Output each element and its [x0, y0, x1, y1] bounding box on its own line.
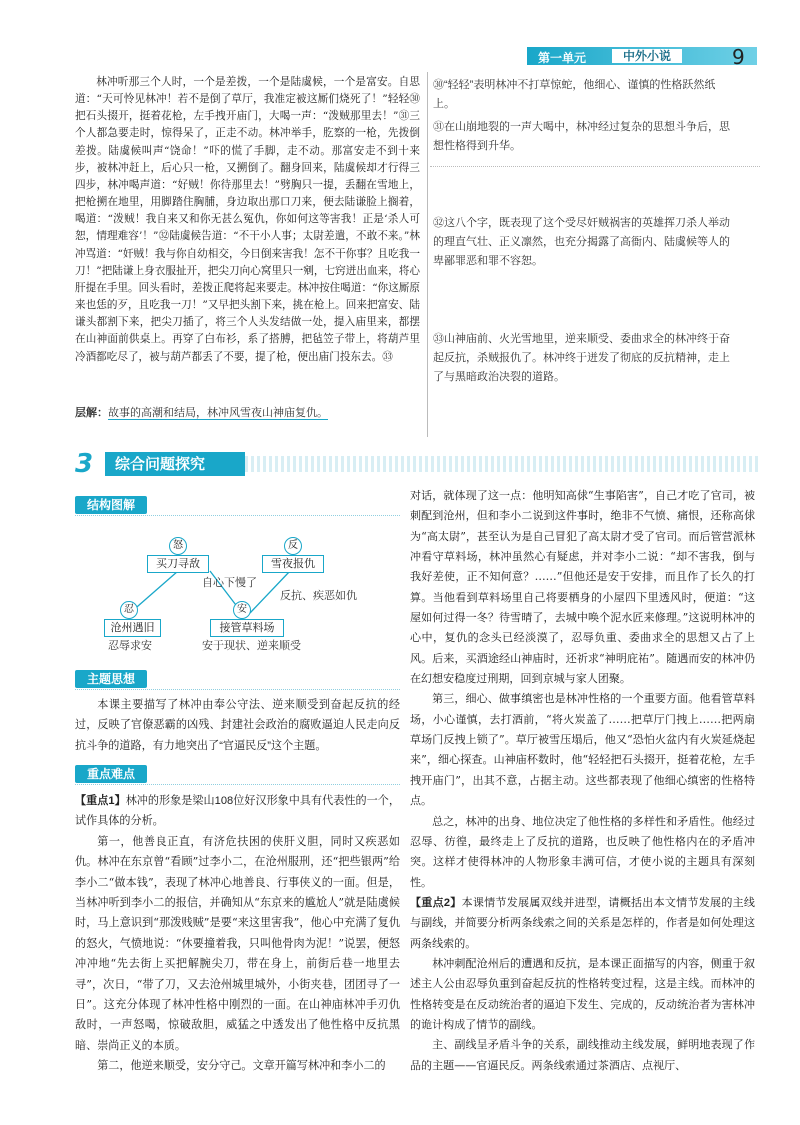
subject-label: 中外小说	[612, 49, 682, 63]
endure-circle: 忍	[120, 601, 138, 619]
passage-text	[75, 74, 420, 366]
answer-1-para-2: 第二，他逆来顺受，安分守己。文章开篇写林冲和李小二的	[97, 1059, 386, 1073]
note-31: ㉛在山崩地裂的一声大喝中，林冲经过复杂的思想斗争后，思想性格得到升华。	[433, 121, 730, 152]
keypoints-tag: 重点难点	[75, 765, 147, 783]
mid-label: 自心下慢了	[202, 577, 257, 589]
question-1-text: 林冲的形象是梁山108位好汉形象中具有代表性的一个，试作具体的分析。	[75, 795, 400, 828]
peace-box: 接管草料场	[210, 619, 284, 637]
section-heading	[75, 450, 760, 478]
section-number: 3	[75, 449, 94, 479]
note-33: ㉝山神庙前、火光雪地里，逆来顺受、委曲求全的林冲终于奋起反抗，杀贼报仇了。林冲终于迸发了彻底的反抗精神，走上了与黑暗政治决裂的道路。	[433, 333, 730, 383]
layer-analysis	[75, 405, 420, 422]
question-2	[410, 893, 755, 954]
theme-rule	[75, 689, 400, 690]
right-column-text	[410, 486, 755, 1076]
section-title: 综合问题探究	[105, 452, 245, 476]
endure-box: 沧州遇旧	[104, 619, 161, 637]
structure-rule	[75, 515, 400, 516]
question-2-tag: 【重点2】	[410, 896, 462, 909]
anger-circle: 怒	[169, 537, 187, 555]
answer-1-summary: 总之，林冲的出身、地位决定了他性格的多样性和矛盾性。他经过忍辱、彷徨，最终走上了反抗的道路，也反映了他性格内在的矛盾冲突。这样才使得林冲的人物形象丰满可信，才使小说的主题具有深刻性。	[410, 814, 755, 889]
answer-1-para-3: 第三，细心、做事缜密也是林冲性格的一个重要方面。他看管草料场，小心谨慎，去打酒前，“将火炭盖了……把草厅门拽上……把两扇草场门反拽上锁了”。草厅被雪压塌后，他又“恐怕火盆内有火炭延烧起来”，细心探查。山神庙杯数时，他“轻轻把石头掇开，挺着花枪，左手拽开庙门”，出其不意，占据主动。这些都表现了他细心缜密的性格特点。	[410, 692, 755, 808]
answer-1-para-2-cont: 对话，就体现了这一点：他明知高俅“生事陷害”，自己才吃了官司，被刺配到沧州，但和李小二说到这件事时，绝非不气愤、痛恨，还称高俅为“高太尉”，甚至认为是自己冒犯了高太尉才受了官司。而后管营派林冲看守草料场，林冲虽然心有疑虑，并对李小二说：“却不害我，倒与我好差使，正不知何意？……”但他还是安于安排，而且作了长久的打算。当他看到草料场里自己将要栖身的小屋四下里透风时，便道：“这屋如何过得一冬？待雪晴了，去城中唤个泥水匠来修理。”这说明林冲的心中，复仇的念头已经淡漠了，忍辱负重、委曲求全的思想又占了上风。后来，买酒途经山神庙时，还祈求“神明庇祐”。随遇而安的林冲仍在幻想安稳度过刑期，回到京城与家人团聚。	[410, 489, 755, 686]
keypoints-rule	[75, 784, 400, 785]
theme-tag: 主题思想	[75, 670, 147, 688]
question-1	[75, 791, 400, 832]
passage-paragraph: 林冲听那三个人时，一个是差拨，一个是陆虞候，一个是富安。自思道：“天可怜见林冲！若不是倒了草厅，我准定被这厮们烧死了！”轻轻㉚把石头掇开，挺着花枪，左手拽开庙门，大喝一声：“泼贼那里去！”㉛三个人都急要走时，惊得呆了，正走不动。林冲举手，肐察的一枪，先拨倒差拨。陆虞候叫声“饶命！”吓的慌了手脚，走不动。那富安走不到十来步，被林冲赶上，后心只一枪，又搠倒了。翻身回来，陆虞候却才行得三四步，林冲喝声道：“好贼！你待那里去！”劈胸只一提，丢翻在雪地上，把枪搠在地里，用脚踏住胸脯，身边取出那口刀来，便去陆谦脸上搁着，喝道：“泼贼！我自来又和你无甚么冤仇，你如何这等害我！正是‘杀人可恕，情理难容’！”㉜陆虞候告道：“不干小人事；太尉差遣，不敢不来。”林冲骂道：“奸贼！我与你自幼相交，今日倒来害我！怎不干你事？且吃我一刀！”把陆谦上身衣服扯开，把尖刀向心窝里只一剜，七窍迸出血来，将心肝提在手里。回头看时，差拨正爬将起来要走。林冲按住喝道：“你这厮原来也恁的歹，且吃我一刀！”又早把头割下来，挑在枪上。回来把富安、陆谦头都割下来，把尖刀插了，将三个人头发结做一处，提入庙里来，都摆在山神面前供桌上。再穿了白布衫，系了搭膊，把毡笠子带上，将葫芦里冷酒都吃尽了，被与葫芦都丢了不要，提了枪，便出庙门投东去。㉝	[75, 76, 420, 363]
revenge-box: 雪夜报仇	[262, 555, 324, 573]
question-1-tag: 【重点1】	[75, 795, 126, 807]
theme-paragraph: 本课主要描写了林冲由奉公守法、逆来顺受到奋起反抗的经过，反映了官僚恶霸的凶残、封建社会政治的腐败逼迫人民走向反抗斗争的道路，有力地突出了“官逼民反”这个主题。	[75, 699, 400, 752]
question-2-text: 本课情节发展属双线并进型，请概括出本文情节发展的主线与副线，并简要分析两条线索之间的关系是怎样的，作者是如何处理这两条线索的。	[410, 896, 755, 950]
answer-2-para-1: 林冲刺配沧州后的遭遇和反抗，是本课正面描写的内容，侧重于叙述主人公由忍辱负重到奋起反抗的性格转变过程，这是主线。而林冲的性格转变是在反动统治者的逼迫下发生、完成的，反动统治者为害林冲的诡计构成了情节的副线。	[410, 956, 755, 1031]
layer-label: 层解：	[75, 407, 108, 419]
anger-box: 买刀寻敌	[147, 555, 209, 573]
theme-text	[75, 695, 400, 756]
revenge-circle: 反	[284, 537, 302, 555]
right-label: 反抗、疾恶如仇	[280, 590, 357, 602]
peace-circle: 安	[233, 601, 251, 619]
answer-2-para-2: 主、副线呈矛盾斗争的关系，副线推动主线发展，鲜明地表现了作品的主题——官逼民反。两条线索通过茶酒店、点视厅、	[410, 1038, 755, 1072]
endure-caption: 忍辱求安	[108, 640, 152, 652]
note-32: ㉜这八个字，既表现了这个受尽奸贼祸害的英雄挥刀杀人举动的理直气壮、正义凛然，也充分揭露了高衙内、陆虞候等人的卑鄙罪恶和罪不容恕。	[433, 217, 730, 267]
page-number: 9	[732, 45, 745, 69]
structure-diagram	[100, 525, 400, 650]
note-separator	[430, 166, 760, 167]
layer-text: 故事的高潮和结局，林冲风雪夜山神庙复仇。	[108, 407, 328, 419]
key-point-1	[75, 791, 400, 1077]
peace-caption: 安于现状、逆来顺受	[202, 640, 301, 652]
unit-label: 第一单元	[538, 51, 587, 65]
structure-tag: 结构图解	[75, 496, 147, 514]
section-stripe	[245, 456, 760, 472]
column-divider	[427, 72, 428, 437]
note-30: ㉚“轻轻”表明林冲不打草惊蛇，他细心、谨慎的性格跃然纸上。	[433, 79, 716, 110]
answer-1-para-1: 第一，他善良正直，有济危扶困的侠肝义胆，同时又疾恶如仇。林冲在东京曾“看顾”过李小二，在沧州服刑，还“把些银两”给李小二“做本钱”，表现了林冲心地善良、行事侠义的一面。但是，当林冲听到李小二的报信，并确知从“东京来的尴尬人”就是陆虞候时，马上意识到“那泼贱贼”是要“来这里害我”，他心中充满了复仇的怒火，气愤地说：“休要撞着我，只叫他骨肉为泥！”说罢，便怒冲冲地“先去街上买把解腕尖刀，带在身上，前街后巷一地里去寻”，次日，“带了刀，又去沧州城里城外，小街夹巷，团团寻了一日”。这充分体现了林冲性格中刚烈的一面。在山神庙林冲手刃仇敌时，一声怒喝，惊破敌胆，威猛之中透发出了他性格中反抗黑暗、崇尚正义的本质。	[75, 834, 400, 1052]
